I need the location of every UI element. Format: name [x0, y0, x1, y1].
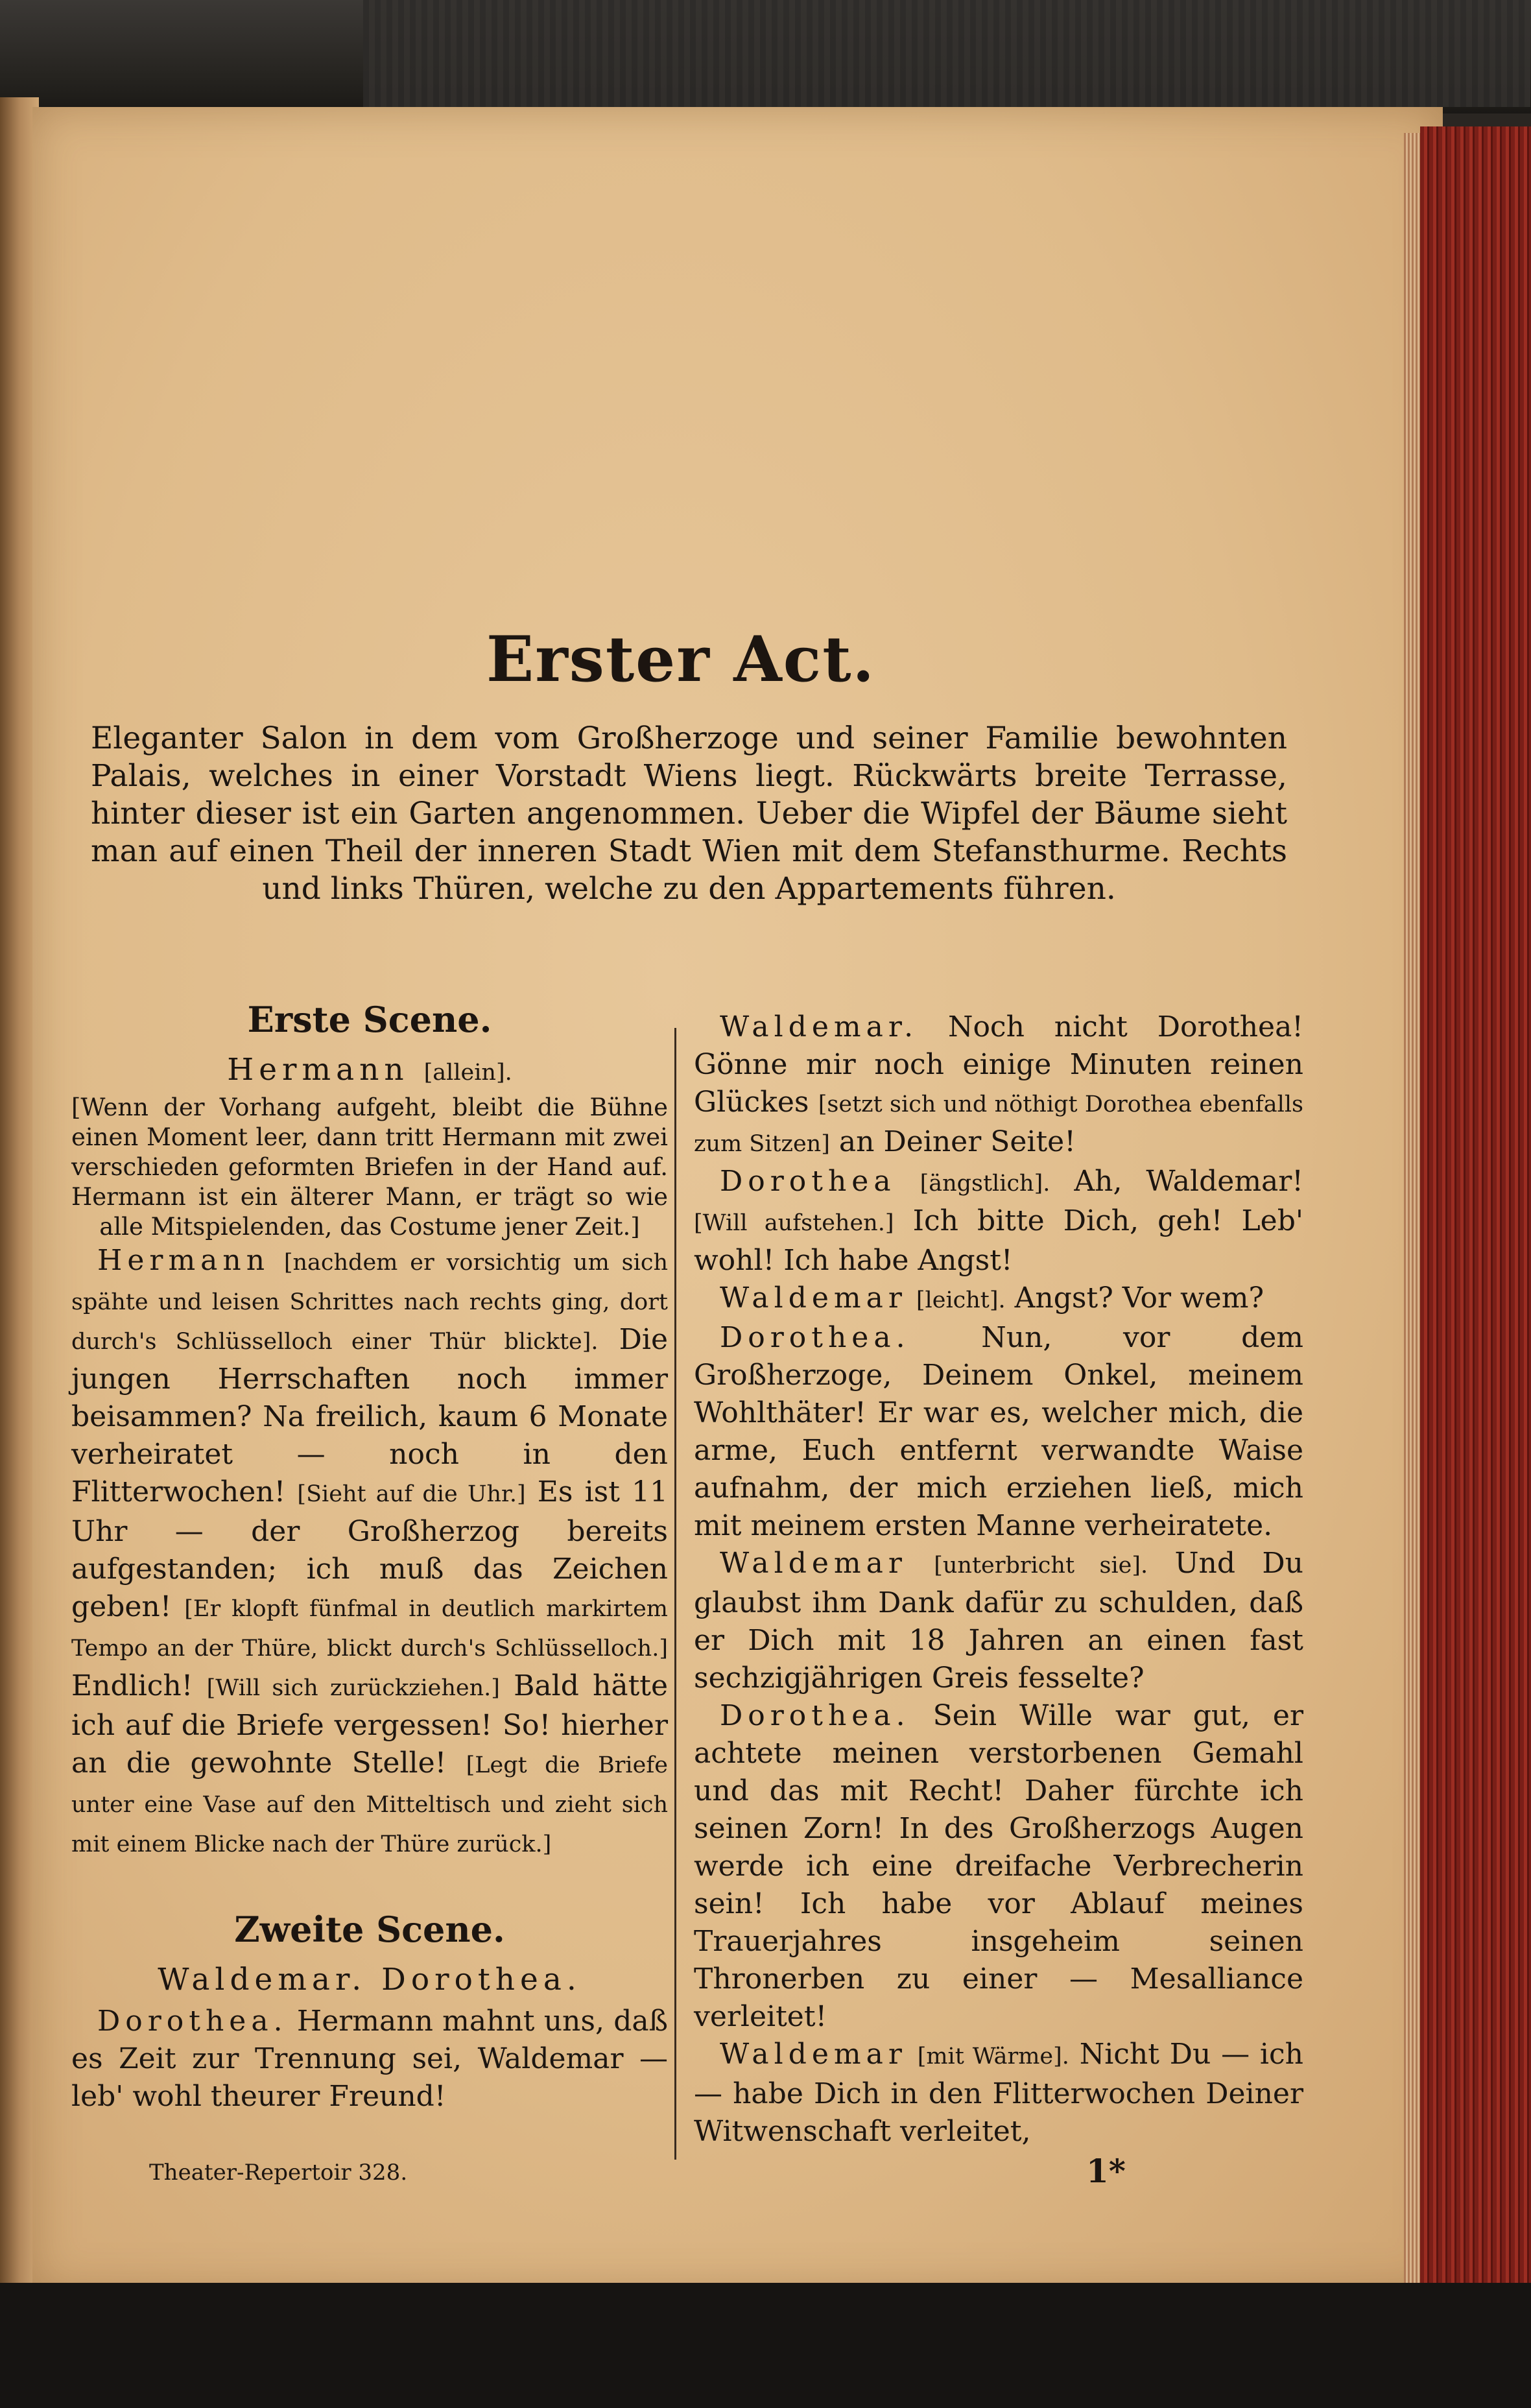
speaker-name: Hermann — [97, 1244, 270, 1277]
act-title: Erster Act. — [486, 623, 875, 696]
column-divider — [674, 1028, 676, 2160]
red-book-edge — [1420, 126, 1531, 2286]
dialogue: Ah, Waldemar! — [1074, 1165, 1303, 1198]
right-column — [694, 1008, 1303, 2151]
book-cloth — [363, 0, 1530, 107]
stage-direction: [setzt sich und nöthigt Dorothea ebenfalls zum Sitzen] — [694, 1091, 1303, 1157]
dorothea-line-3 — [694, 1319, 1303, 1545]
speaker-note: [allein]. — [423, 1060, 512, 1086]
waldemar-line-4 — [694, 2036, 1303, 2151]
speaker-name: Dorothea. — [720, 1699, 910, 1732]
dorothea-line-2 — [694, 1163, 1303, 1280]
waldemar-line-3 — [694, 1545, 1303, 1697]
dialogue: Und Du glaubst ihm Dank dafür zu schulden, daß er Dich mit 18 Jahren an einen fast sechzigjährigen Greis fesselte? — [694, 1547, 1303, 1695]
hermann-line — [71, 1242, 668, 1863]
dialogue: Nun, vor dem Großherzoge, Deinem Onkel, meinem Wohlthäter! Er war es, welcher mich, die arme, Euch entfernt verwandte Waise aufnahm, der mich erziehen ließ, mich mit meinem ersten Manne verheiratete. — [694, 1321, 1303, 1542]
speaker-name: Waldemar — [720, 1281, 907, 1315]
scene-description — [91, 720, 1287, 908]
speaker-name: Waldemar. — [720, 1010, 919, 1043]
dorothea-line — [71, 2003, 668, 2116]
scene-2-speakers: Waldemar. Dorothea. — [158, 1962, 582, 1997]
speaker-name: Hermann — [227, 1052, 409, 1088]
speaker-name: Dorothea. — [720, 1321, 910, 1354]
stage-direction: [nachdem er vorsichtig um sich spähte und leisen Schrittes nach rechts ging, dort durch's Schlüsselloch einer Thür blickte]. — [71, 1250, 668, 1355]
stage-direction: [ängstlich]. — [920, 1171, 1050, 1197]
stage-direction: [Legt die Briefe unter eine Vase auf den Mitteltisch und zieht sich mit einem Blicke nach der Thüre zurück.] — [71, 1752, 668, 1857]
stage-direction: [unterbricht sie]. — [934, 1553, 1148, 1579]
speaker-name: Dorothea — [720, 1165, 896, 1198]
dialogue: Hermann mahnt uns, daß es Zeit zur Trennung sei, Waldemar — leb' wohl theurer Freund! — [71, 2005, 668, 2113]
stage-direction: [Will sich zurückziehen.] — [206, 1675, 500, 1701]
stage-direction: [mit Wärme]. — [917, 2044, 1069, 2069]
scene-2-title: Zweite Scene. — [234, 1909, 505, 1950]
dialogue: an Deiner Seite! — [838, 1125, 1076, 1158]
dialogue: Endlich! — [71, 1669, 193, 1702]
stage-direction: [Er klopft fünfmal in deutlich markirtem Tempo an der Thüre, blickt durch's Schlüsselloch.] — [71, 1596, 668, 1662]
dialogue: Nicht Du — ich — habe Dich in den Flitterwochen Deiner Witwenschaft verleitet, — [694, 2038, 1303, 2148]
footer-signature: Theater-Repertoir 328. — [149, 2160, 408, 2186]
waldemar-line-2 — [694, 1280, 1303, 1319]
dialogue: Die jungen Herrschaften noch immer beisammen? Na freilich, kaum 6 Monate verheiratet — noch in den Flitterwochen! — [71, 1323, 668, 1508]
intro-text: Eleganter Salon in dem vom Großherzoge und seiner Familie bewohnten Palais, welches in einer Vorstadt Wiens liegt. Rückwärts breite Terrasse, hinter dieser ist ein Garten angenommen. Ueber die Wipfel der Bäume sieht man auf einen Theil der inneren Stadt Wien mit dem Stefansthurme. Rechts und links Thüren, welche zu den Appartements führen. — [91, 721, 1287, 907]
scene-1-speaker — [71, 1052, 668, 1088]
speaker-name: Waldemar — [720, 1547, 907, 1580]
dorothea-line-4 — [694, 1697, 1303, 2036]
dialogue: Ich bitte Dich, geh! Leb' wohl! Ich habe Angst! — [694, 1204, 1303, 1277]
dialogue: Bald hätte ich auf die Briefe vergessen! So! hierher an die gewohnte Stelle! — [71, 1669, 668, 1780]
left-column — [71, 999, 668, 2116]
stage-direction: [leicht]. — [916, 1287, 1006, 1313]
waldemar-line-1 — [694, 1008, 1303, 1163]
dialogue: Noch nicht Dorothea! Gönne mir noch einige Minuten reinen Glückes — [694, 1010, 1303, 1119]
dialogue: Angst? Vor wem? — [1014, 1281, 1264, 1315]
stage-direction: [Will aufstehen.] — [694, 1210, 894, 1236]
stage-direction-1: [Wenn der Vorhang aufgeht, bleibt die Bühne einen Moment leer, dann tritt Hermann mit zwei verschieden geformten Briefen in der Hand auf. Hermann ist ein älterer Mann, er trägt so wie alle Mitspielenden, das Costume jener Zeit.] — [71, 1093, 668, 1241]
speaker-name: Dorothea. — [97, 2005, 288, 2038]
speaker-name: Waldemar — [720, 2038, 907, 2071]
dialogue: Es ist 11 Uhr — der Großherzog bereits aufgestanden; ich muß das Zeichen geben! — [71, 1475, 668, 1623]
footer-sheet-mark: 1* — [1086, 2152, 1126, 2190]
scan-background-bottom — [0, 2283, 1531, 2408]
stage-direction: [Sieht auf die Uhr.] — [297, 1481, 526, 1507]
dialogue: Sein Wille war gut, er achtete meinen verstorbenen Gemahl und das mit Recht! Daher fürchte ich seinen Zorn! In des Großherzogs Augen werde ich eine dreifache Verbrecherin sein! Ich habe vor Ablauf meines Trauerjahres insgeheim seinen Thronerben zu einer — Mesalliance verleitet! — [694, 1699, 1303, 2033]
scene-1-title: Erste Scene. — [247, 999, 492, 1040]
